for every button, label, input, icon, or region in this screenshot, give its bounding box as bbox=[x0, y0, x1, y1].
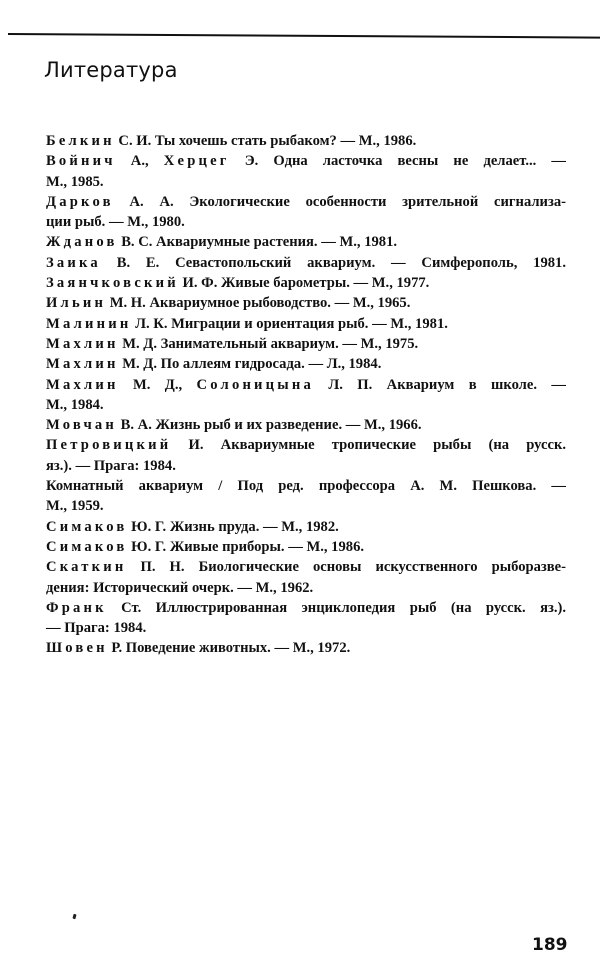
reference-coauthor: Солоницына bbox=[196, 376, 314, 393]
reference-text: Л. П. Аквариум в школе. — bbox=[313, 376, 566, 393]
reference-entry bbox=[46, 253, 566, 273]
reference-entry bbox=[46, 537, 566, 557]
reference-entry bbox=[46, 151, 566, 171]
reference-author: Шовен bbox=[46, 640, 108, 657]
reference-author: Петровицкий bbox=[46, 437, 172, 454]
reference-entry bbox=[46, 334, 566, 354]
reference-text: Р. Поведение животных. — М., 1972. bbox=[107, 640, 351, 657]
reference-text: Ст. Иллюстрированная энциклопедия рыб (на русск. яз.). bbox=[106, 599, 566, 616]
reference-entry bbox=[46, 375, 566, 395]
reference-continuation: М., 1984. bbox=[46, 396, 104, 413]
reference-entry bbox=[46, 192, 566, 212]
reference-author: Скаткин bbox=[46, 559, 127, 576]
reference-entry bbox=[46, 557, 566, 577]
reference-continuation: М., 1985. bbox=[46, 173, 104, 190]
reference-author: Заянчковский bbox=[46, 275, 179, 292]
reference-entry bbox=[46, 435, 566, 455]
reference-text: В. С. Аквариумные растения. — М., 1981. bbox=[117, 234, 398, 251]
reference-entry bbox=[46, 131, 566, 151]
reference-text: Ю. Г. Живые приборы. — М., 1986. bbox=[127, 538, 365, 555]
reference-coauthor: Херцег bbox=[163, 153, 230, 170]
reference-entry bbox=[46, 232, 566, 252]
reference-author: Симаков bbox=[46, 518, 128, 535]
reference-entry bbox=[46, 273, 566, 293]
reference-continuation: дения: Исторический очерк. — М., 1962. bbox=[46, 579, 314, 596]
top-rule bbox=[8, 33, 600, 39]
reference-continuation: яз.). — Прага: 1984. bbox=[46, 457, 176, 474]
reference-list bbox=[46, 131, 566, 659]
reference-author: Дарков bbox=[46, 193, 114, 210]
reference-author: Махлин bbox=[46, 376, 119, 393]
reference-text: В. А. Жизнь рыб и их разведение. — М., 1966. bbox=[116, 417, 422, 434]
reference-entry bbox=[46, 354, 566, 374]
reference-text: М. Д., bbox=[118, 376, 197, 393]
reference-entry bbox=[46, 415, 566, 435]
reference-text: П. Н. Биологические основы искусственного рыборазве- bbox=[126, 559, 566, 576]
reference-text: И. Ф. Живые барометры. — М., 1977. bbox=[178, 275, 430, 292]
reference-author: Мовчан bbox=[46, 417, 117, 434]
reference-continuation: ции рыб. — М., 1980. bbox=[46, 214, 185, 231]
reference-text: М. Д. По аллеям гидросада. — Л., 1984. bbox=[118, 356, 382, 373]
reference-author: Махлин bbox=[46, 335, 119, 352]
reference-text: А., bbox=[115, 153, 164, 170]
reference-entry bbox=[46, 598, 566, 618]
reference-text: А. А. Экологические особенности зрительной сигнализа- bbox=[113, 193, 566, 210]
reference-author: Белкин bbox=[46, 133, 115, 149]
reference-author: Махлин bbox=[46, 356, 119, 373]
reference-continuation: М., 1959. bbox=[46, 498, 104, 515]
reference-text: Л. К. Миграции и ориентация рыб. — М., 1981. bbox=[131, 315, 448, 332]
reference-entry bbox=[46, 314, 566, 334]
reference-entry: Комнатный аквариум / Под ред. профессора А. М. Пешкова. — bbox=[46, 478, 566, 495]
reference-text: В. Е. Севастопольский аквариум. — Симферополь, 1981. bbox=[100, 254, 566, 271]
reference-text: Ю. Г. Жизнь пруда. — М., 1982. bbox=[127, 518, 339, 535]
reference-text: М. Н. Аквариумное рыбоводство. — М., 1965. bbox=[106, 295, 411, 312]
reference-entry bbox=[46, 517, 566, 537]
reference-author: Франк bbox=[46, 599, 107, 616]
reference-author: Ильин bbox=[46, 295, 107, 312]
reference-author: Заика bbox=[46, 254, 101, 271]
reference-text: И. Аквариумные тропические рыбы (на русск. bbox=[171, 437, 566, 454]
reference-author: Войнич bbox=[46, 153, 116, 170]
reference-author: Малинин bbox=[46, 315, 132, 332]
reference-text: Э. Одна ласточка весны не делает... — bbox=[229, 153, 566, 170]
reference-author: Жданов bbox=[46, 234, 118, 251]
page-title: Литература bbox=[44, 58, 178, 82]
reference-entry bbox=[46, 293, 566, 313]
reference-text: С. И. Ты хочешь стать рыбаком? — М., 1986. bbox=[114, 133, 417, 149]
reference-text: М. Д. Занимательный аквариум. — М., 1975. bbox=[118, 335, 419, 352]
reference-author: Симаков bbox=[46, 538, 128, 555]
reference-continuation: — Прага: 1984. bbox=[46, 620, 147, 637]
reference-entry bbox=[46, 638, 566, 658]
print-speck bbox=[72, 914, 76, 920]
page-number: 189 bbox=[532, 935, 568, 955]
